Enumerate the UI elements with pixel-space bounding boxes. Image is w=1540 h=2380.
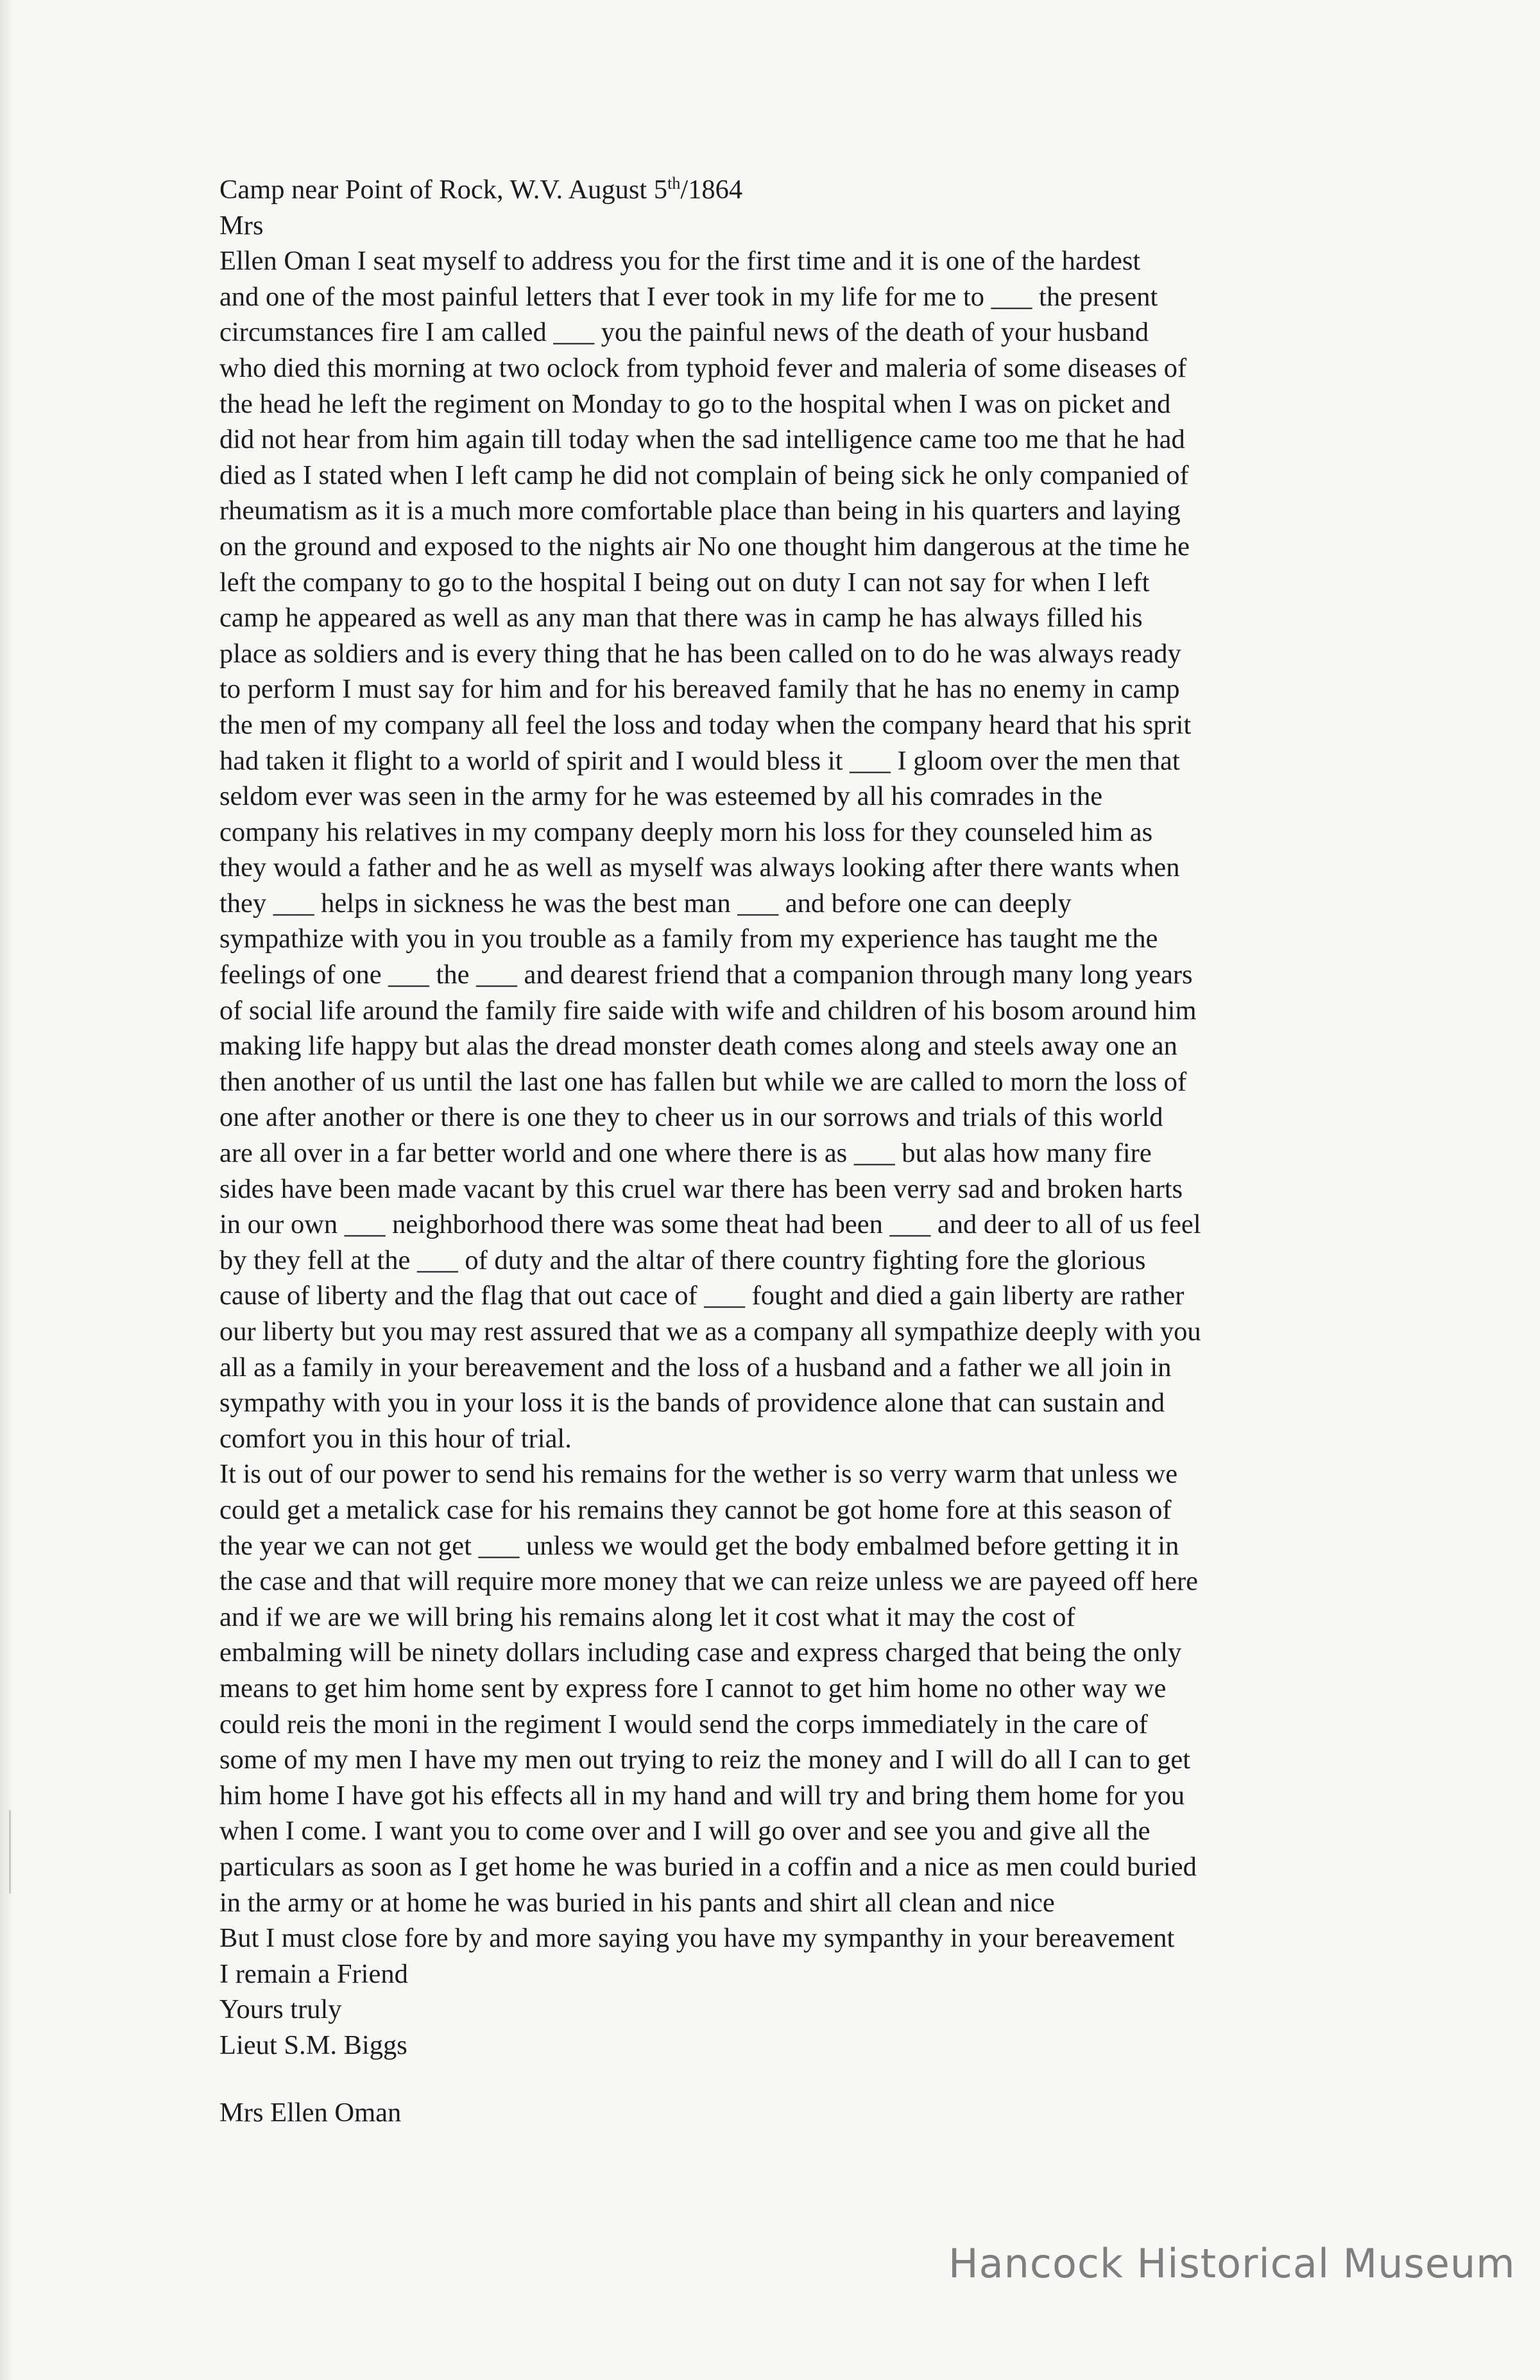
museum-watermark: Hancock Historical Museum bbox=[948, 2240, 1516, 2287]
letter-line: could reis the moni in the regiment I would send the corps immediately in the care of bbox=[219, 1709, 1148, 1739]
letter-line: did not hear from him again till today when the sad intelligence came too me that he had bbox=[219, 424, 1185, 455]
letter-line: had taken it flight to a world of spirit and I would bless it ___ I gloom over the men that bbox=[219, 745, 1180, 776]
letter-line: on the ground and exposed to the nights air No one thought him dangerous at the time he bbox=[219, 531, 1190, 562]
closing-yours: Yours truly bbox=[219, 1994, 342, 2025]
letter-line: and if we are we will bring his remains along let it cost what it may the cost of bbox=[219, 1601, 1075, 1632]
scan-mark bbox=[9, 1810, 11, 1893]
letter-line: in the army or at home he was buried in his pants and shirt all clean and nice bbox=[219, 1887, 1055, 1918]
letter-line: who died this morning at two oclock from typhoid fever and maleria of some diseases of bbox=[219, 352, 1187, 383]
letter-line: cause of liberty and the flag that out cace of ___ fought and died a gain liberty are rather bbox=[219, 1281, 1185, 1311]
letter-line: our liberty but you may rest assured that we as a company all sympathize deeply with you bbox=[219, 1316, 1201, 1347]
letter-line: comfort you in this hour of trial. bbox=[219, 1423, 572, 1454]
letter-line: the year we can not get ___ unless we would get the body embalmed before getting it in bbox=[219, 1530, 1179, 1561]
letter-line: could get a metalick case for his remains they cannot be got home fore at this season of bbox=[219, 1494, 1172, 1525]
letter-line: circumstances fire I am called ___ you the painful news of the death of your husband bbox=[219, 317, 1149, 348]
letter-line: the case and that will require more money that we can reize unless we are payeed off here bbox=[219, 1566, 1198, 1597]
letter-line: sympathize with you in you trouble as a family from my experience has taught me the bbox=[219, 924, 1158, 954]
letter-line: they would a father and he as well as myself was always looking after there wants when bbox=[219, 852, 1180, 883]
letter-line: the head he left the regiment on Monday to go to the hospital when I was on picket and bbox=[219, 388, 1171, 419]
letter-line: are all over in a far better world and one where there is as ___ but alas how many fire bbox=[219, 1138, 1152, 1169]
letter-line: feelings of one ___ the ___ and dearest friend that a companion through many long years bbox=[219, 960, 1193, 990]
letter-line: seldom ever was seen in the army for he was esteemed by all his comrades in the bbox=[219, 781, 1103, 812]
heading-year: /1864 bbox=[680, 175, 743, 205]
letter-line: by they fell at the ___ of duty and the altar of there country fighting fore the glorious bbox=[219, 1245, 1146, 1275]
letter-line: It is out of our power to send his remains for the wether is so verry warm that unless we bbox=[219, 1459, 1178, 1490]
letter-line: making life happy but alas the dread monster death comes along and steels away one an bbox=[219, 1031, 1177, 1062]
letter-line: died as I stated when I left camp he did not complain of being sick he only companied of bbox=[219, 460, 1189, 490]
letter-line: embalming will be ninety dollars including case and express charged that being the only bbox=[219, 1637, 1182, 1668]
letter-line: some of my men I have my men out trying to reiz the money and I will do all I can to get bbox=[219, 1745, 1191, 1775]
letter-line: rheumatism as it is a much more comfortable place than being in his quarters and laying bbox=[219, 496, 1181, 526]
letter-line: camp he appeared as well as any man that there was in camp he has always filled his bbox=[219, 603, 1143, 634]
letter-line: left the company to go to the hospital I being out on duty I can not say for when I left bbox=[219, 567, 1150, 598]
heading-place-date: Camp near Point of Rock, W.V. August 5 bbox=[219, 175, 668, 205]
addressee: Mrs Ellen Oman bbox=[219, 2098, 402, 2128]
heading-ordinal: th bbox=[667, 174, 681, 193]
letter-line: they ___ helps in sickness he was the best man ___ and before one can deeply bbox=[219, 888, 1072, 918]
letter-line: when I come. I want you to come over and I will go over and see you and give all the bbox=[219, 1816, 1151, 1847]
letter-line: sympathy with you in your loss it is the bands of providence alone that can sustain and bbox=[219, 1388, 1165, 1419]
letter-line: means to get him home sent by express fore I cannot to get him home no other way we bbox=[219, 1673, 1167, 1703]
letter-line: him home I have got his effects all in my hand and will try and bring them home for you bbox=[219, 1780, 1185, 1811]
letter-line: place as soldiers and is every thing that he has been called on to do he was always ready bbox=[219, 638, 1181, 669]
letter-line: to perform I must say for him and for his bereaved family that he has no enemy in camp bbox=[219, 674, 1180, 705]
letter-line: the men of my company all feel the loss and today when the company heard that his sprit bbox=[219, 709, 1192, 740]
letter-line: But I must close fore by and more saying you have my sympanthy in your bereavement bbox=[219, 1923, 1175, 1954]
letter-line: Ellen Oman I seat myself to address you for the first time and it is one of the hardest bbox=[219, 246, 1141, 277]
letter-line: all as a family in your bereavement and the loss of a husband and a father we all join in bbox=[219, 1352, 1172, 1383]
letter-line: then another of us until the last one has fallen but while we are called to morn the loss of bbox=[219, 1066, 1187, 1097]
letter-line: in our own ___ neighborhood there was some theat had been ___ and deer to all of us feel bbox=[219, 1209, 1201, 1240]
letter-line: one after another or there is one they to cheer us in our sorrows and trials of this world bbox=[219, 1102, 1163, 1133]
letter-line: of social life around the family fire saide with wife and children of his bosom around him bbox=[219, 995, 1197, 1026]
letter-line: sides have been made vacant by this cruel war there has been verry sad and broken harts bbox=[219, 1173, 1183, 1204]
page-edge bbox=[0, 0, 14, 2380]
letter-line: company his relatives in my company deeply morn his loss for they counseled him as bbox=[219, 816, 1153, 847]
letter-transcription bbox=[219, 172, 1336, 2131]
signature: Lieut S.M. Biggs bbox=[219, 2030, 407, 2060]
closing-remain: I remain a Friend bbox=[219, 1958, 408, 1989]
letter-line: particulars as soon as I get home he was buried in a coffin and a nice as men could buried bbox=[219, 1851, 1197, 1882]
salutation: Mrs bbox=[219, 210, 264, 241]
letter-line: and one of the most painful letters that I ever took in my life for me to ___ the present bbox=[219, 281, 1158, 312]
letter-heading bbox=[219, 172, 1336, 208]
spacer bbox=[219, 2063, 1336, 2095]
letter-body bbox=[219, 243, 1336, 1956]
